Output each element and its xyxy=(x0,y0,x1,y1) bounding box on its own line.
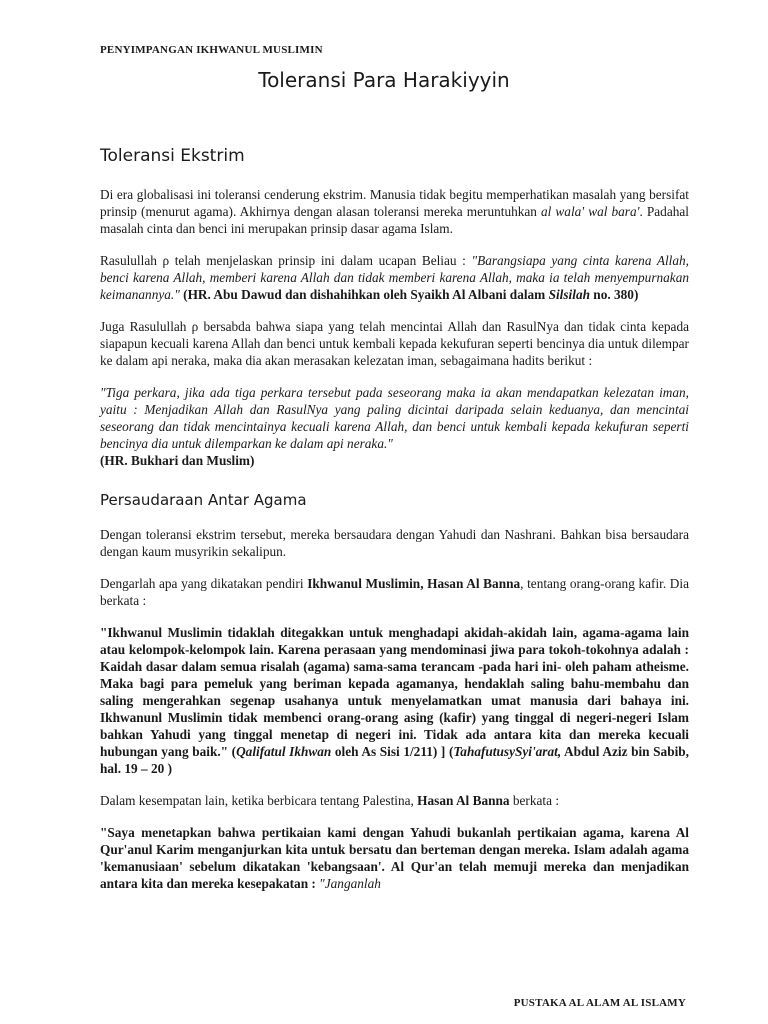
paragraph xyxy=(100,384,689,469)
section-heading-toleransi-ekstrim: Toleransi Ekstrim xyxy=(100,146,245,166)
paragraph xyxy=(100,252,689,303)
italic-text: Silsilah xyxy=(548,287,590,302)
paragraph: Juga Rasulullah ρ bersabda bahwa siapa yang telah mencintai Allah dan RasulNya dan tidak cinta kepada siapapun kecuali karena Allah dan benci untuk kembali kepada kekufuran seperti bencinya dia untuk dilempar ke dalam api neraka, maka dia akan merasakan kelezatan iman, sebagaimana hadits berikut : xyxy=(100,319,689,368)
running-footer: PUSTAKA AL ALAM AL ISLAMY xyxy=(513,997,686,1009)
text: no. 380) xyxy=(589,287,639,302)
section-heading-persaudaraan: Persaudaraan Antar Agama xyxy=(100,491,307,509)
paragraph xyxy=(100,575,689,609)
text: (HR. Abu Dawud dan dishahihkan oleh Syaikh Al Albani dalam xyxy=(179,287,549,302)
italic-text: TahafutusySyi'arat, xyxy=(453,744,562,759)
hadith-reference xyxy=(180,287,639,302)
bold-text: Hasan Al Banna xyxy=(417,793,510,808)
text: berkata : xyxy=(509,793,560,808)
quote-paragraph xyxy=(100,624,689,777)
italic-text: al wala' wal bara' xyxy=(541,204,640,219)
text: . Padahal masalah cinta dan benci ini merupakan prinsip dasar agama Islam. xyxy=(100,204,689,236)
text: Dalam kesempatan lain, ketika berbicara tentang Palestina, xyxy=(100,793,418,808)
text: "Saya menetapkan bahwa pertikaian kami dengan Yahudi bukanlah pertikaian agama, karena Al Qur'anul Karim menganjurkan kita untuk bersatu dan berteman dengan mereka. Islam adalah agama 'kemanusiaan' sebelum dikatakan 'kebangsaan'. Al Qur'an telah memuji mereka dan menjadikan antara kita dan mereka kesepakatan : xyxy=(100,825,689,891)
text: Dengarlah apa yang dikatakan pendiri xyxy=(100,576,308,591)
text: Di era globalisasi ini toleransi cenderung ekstrim. Manusia tidak begitu memperhatikan masalah yang bersifat prinsip (menurut agama). Akhirnya dengan alasan toleransi mereka meruntuhkan xyxy=(100,187,689,219)
hadith-quote: "Barangsiapa yang cinta karena Allah, benci karena Allah, memberi karena Allah dan tidak memberi karena Allah, maka ia telah menyempurnakan keimanannya." xyxy=(100,253,689,302)
italic-text: "Janganlah xyxy=(319,876,381,891)
document-body xyxy=(100,146,689,907)
text: Abdul Aziz bin Sabib, hal. 19 – 20 ) xyxy=(100,744,689,776)
hadith-quote: "Tiga perkara, jika ada tiga perkara tersebut pada seseorang maka ia akan mendapatkan kelezatan iman, yaitu : Menjadikan Allah dan RasulNya yang paling dicintai daripada selain keduanya, dan mencintai seseorang dan tidak mencintainya kecuali karena Allah, dan benci untuk kembali kepada kekufuran seperti bencinya dia untuk dilemparkan ke dalam api neraka." xyxy=(100,385,689,451)
paragraph xyxy=(100,186,689,237)
text: oleh As Sisi 1/211) ] ( xyxy=(331,744,454,759)
paragraph xyxy=(100,792,689,809)
paragraph: Dengan toleransi ekstrim tersebut, mereka bersaudara dengan Yahudi dan Nashrani. Bahkan bisa bersaudara dengan kaum musyrikin sekalipun. xyxy=(100,527,689,559)
text: Rasulullah ρ telah menjelaskan prinsip ini dalam ucapan Beliau : xyxy=(100,253,472,268)
text: "Ikhwanul Muslimin tidaklah ditegakkan untuk menghadapi akidah-akidah lain, agama-agama lain atau kelompok-kelompok lain. Karena perasaan yang mendominasi jiwa para tokoh-tokohnya adalah : Kaidah dasar dalam semua risalah (agama) sama-sama terancam -pada hari ini- oleh paham atheisme. Maka bagi para pemeluk yang beriman kepada agamanya, hendaklah saling bahu-membahu dan saling mengerahkan segenap usahanya untuk menyelamatkan umat manusia dari bahaya ini. Ikhwanunl Muslimin tidak membenci orang-orang asing (kafir) yang tinggal di negeri-negeri Islam bahkan Yahudi yang tinggal menetap di negeri ini. Tidak ada antara kita dan mereka kecuali hubungan yang baik." ( xyxy=(100,625,689,759)
italic-text: Qalifatul Ikhwan xyxy=(236,744,332,759)
page-title: Toleransi Para Harakiyyin xyxy=(258,68,510,92)
quote-paragraph xyxy=(100,824,689,892)
bold-text: Ikhwanul Muslimin, Hasan Al Banna xyxy=(307,576,521,591)
hadith-reference: (HR. Bukhari dan Muslim) xyxy=(100,453,255,468)
running-header: PENYIMPANGAN IKHWANUL MUSLIMIN xyxy=(100,44,323,56)
text: , tentang orang-orang kafir. Dia berkata : xyxy=(100,576,689,608)
